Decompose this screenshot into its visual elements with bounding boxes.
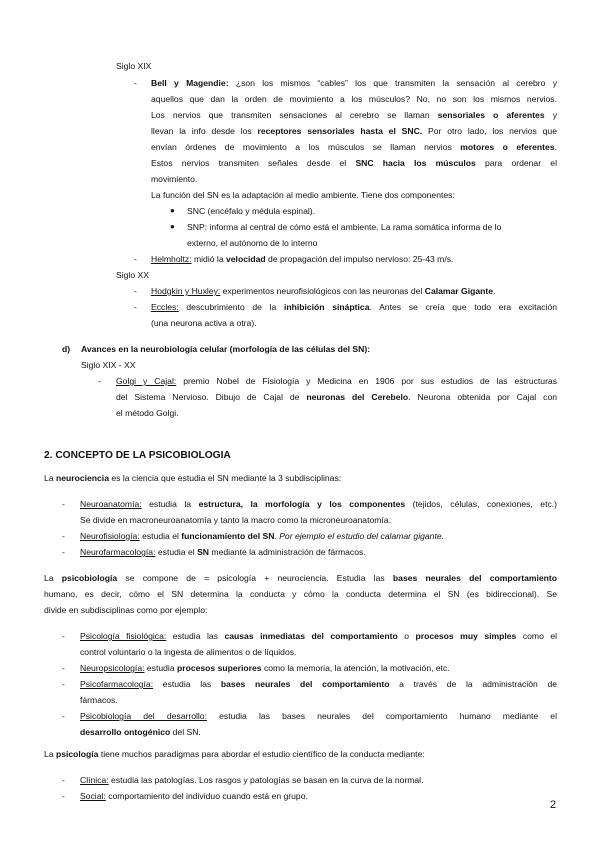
bell-line-3: Los nervios que transmiten sensaciones al cerebro se llaman sensoriales o aferentes y — [151, 110, 557, 120]
section-d-title: Avances en la neurobiología celular (morfología de las células del SN): — [81, 344, 371, 354]
list-dash: - — [62, 679, 65, 689]
list-dash: - — [62, 631, 65, 641]
psicologia-fisiologica-line-1: Psicología fisiológica: estudia las causas inmediatas del comportamiento o procesos muy simples como el — [80, 631, 558, 641]
neurofarmacologia-line: Neurofarmacología: estudia el SN mediante la administración de fármacos. — [80, 547, 366, 557]
neurofisiologia-line: Neurofisiología: estudia el funcionamiento del SN. Por ejemplo el estudio del calamar gigante. — [80, 531, 444, 541]
golgi-line-1: Golgi y Cajal: premio Nobel de Fisiología y Medicina en 1906 por sus estudios de las estructuras — [116, 376, 558, 386]
neurociencia-intro: La neurociencia es la ciencia que estudia el SN mediante la 3 subdisciplinas: — [44, 473, 342, 483]
snp-item-line-2: externo, el autónomo de lo interno — [187, 238, 318, 248]
eccles-line-1: Eccles: descubrimiento de la inhibición sináptica. Antes se creía que todo era excitación — [151, 302, 558, 312]
psicobiologia-desarrollo-line-1: Psicobiología del desarrollo: estudia las bases neurales del comportamiento humano mediante el — [80, 711, 557, 721]
social-line: Social: comportamiento del individuo cuando está en grupo. — [80, 791, 308, 801]
bullet-dot: ● — [170, 222, 175, 231]
bell-line-6: Estos nervios transmiten señales desde el SNC hacia los músculos para ordenar el — [151, 158, 557, 168]
psicofarmacologia-line-2: fármacos. — [80, 695, 118, 705]
section-d-subtitle: Siglo XIX - XX — [81, 360, 136, 370]
section-2-heading: 2. CONCEPTO DE LA PSICOBIOLOGIA — [44, 450, 231, 461]
neuroanatomia-line-2: Se divide en macroneuroanatomía y tanto la macro como la microneuroanatomía. — [80, 515, 391, 525]
eccles-line-2: (una neurona activa a otra). — [151, 318, 257, 328]
century-label-xix: Siglo XIX — [116, 61, 152, 71]
list-dash: - — [134, 286, 137, 296]
bell-line-2: aquellos que dan la orden de movimiento a los músculos? No, no son los mismos nervios. — [151, 94, 557, 104]
list-dash: - — [62, 547, 65, 557]
snp-item-line-1: SNP: informa al central de cómo está el ambiente. La rama somática informa de lo — [187, 222, 502, 232]
psicologia-fisiologica-line-2: control voluntario o la ingesta de alimentos o de líquidos. — [80, 647, 297, 657]
list-dash: - — [62, 791, 65, 801]
psicobiologia-line-1: La psicobiología se compone de = psicología + neurociencia. Estudia las bases neurales del comportamiento — [44, 573, 558, 583]
psicobiologia-desarrollo-line-2: desarrollo ontogénico del SN. — [80, 727, 201, 737]
bell-line-1: Bell y Magendie: ¿son los mismos “cables” los que transmiten la sensación al cerebro y — [151, 78, 558, 88]
helmholtz-line: Helmholtz: midió la velocidad de propagación del impulso nervioso: 25-43 m/s. — [151, 254, 454, 264]
list-dash: - — [62, 775, 65, 785]
list-dash: - — [134, 78, 137, 88]
section-d-letter: d) — [62, 344, 71, 354]
bell-line-5: envían órdenes de movimiento a los músculos se llaman nervios motores o eferentes. — [151, 142, 557, 152]
golgi-line-2: del Sistema Nervioso. Dibujo de Cajal de neuronas del Cerebelo. Neurona obtenida por Cajal con — [116, 392, 558, 402]
golgi-line-3: el método Golgi. — [116, 408, 179, 418]
page-number: 2 — [550, 799, 557, 811]
list-dash: - — [62, 499, 65, 509]
bell-line-7: movimiento. — [151, 174, 198, 184]
hodgkin-line: Hodgkin y Huxley: experimentos neurofisiológicos con las neuronas del Calamar Gigante. — [151, 286, 496, 296]
neuropsicologia-line: Neuropsicología: estudia procesos superiores como la memoria, la atención, la motivación, etc. — [80, 663, 450, 673]
clinica-line: Clínica: estudia las patologías. Los rasgos y patologías se basan en la curva de la normal. — [80, 775, 424, 785]
list-dash: - — [134, 302, 137, 312]
list-dash: - — [134, 254, 137, 264]
sn-function-text: La función del SN es la adaptación al medio ambiente. Tiene dos componentes: — [151, 190, 455, 200]
psicobiologia-line-2: humano, es decir, cómo el SN determina la conducta y cómo la conducta determina el SN (es bidireccional). Se — [44, 589, 557, 599]
psicobiologia-line-3: divide en subdisciplinas como por ejemplo: — [44, 605, 208, 615]
psicofarmacologia-line-1: Psicofarmacología: estudia las bases neurales del comportamiento a través de la administración de — [80, 679, 558, 689]
list-dash: - — [98, 376, 101, 386]
snc-item: SNC (encéfalo y médula espinal). — [187, 206, 316, 216]
bullet-dot: ● — [170, 206, 175, 215]
list-dash: - — [62, 531, 65, 541]
neuroanatomia-line-1: Neuroanatomía: estudia la estructura, la morfología y los componentes (tejidos, células, conexiones, etc.) — [80, 499, 557, 509]
psicologia-paradigmas: La psicología tiene muchos paradigmas para abordar el estudio científico de la conducta mediante: — [44, 749, 425, 759]
bell-line-4: llevan la info desde los receptores sensoriales hasta el SNC. Por otro lado, los nervios que — [151, 126, 557, 136]
list-dash: - — [62, 711, 65, 721]
century-label-xx: Siglo XX — [116, 270, 149, 280]
list-dash: - — [62, 663, 65, 673]
